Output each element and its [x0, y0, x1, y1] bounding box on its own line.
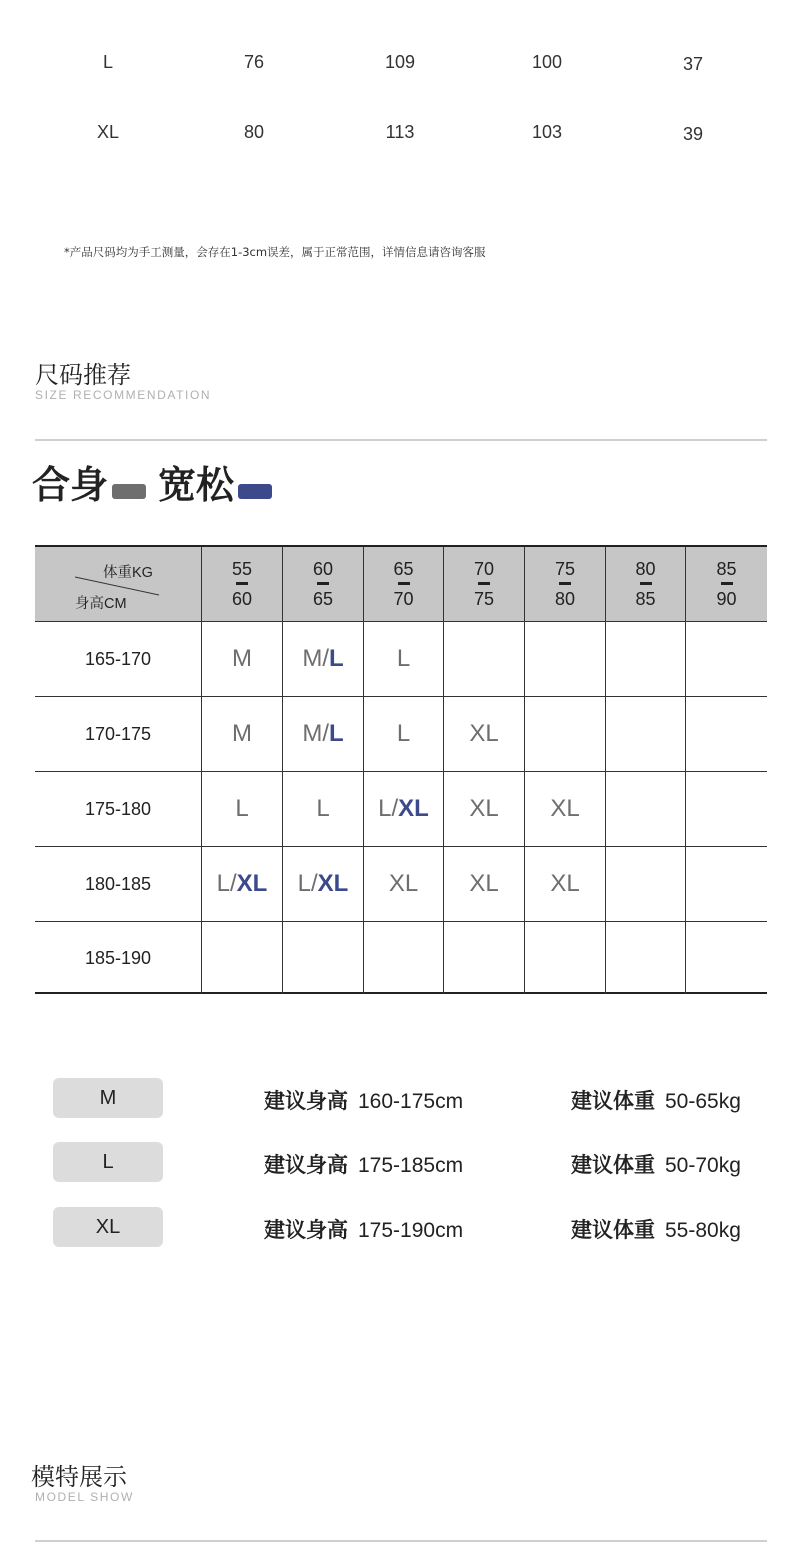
size-cell: [363, 847, 443, 921]
size-loose: L: [329, 645, 344, 672]
header-corner: [35, 547, 201, 622]
size-cell: [443, 847, 524, 921]
size-cell: [443, 772, 524, 846]
weight-to: 90: [716, 589, 737, 609]
measurement-value: 76: [243, 52, 265, 72]
measurement-row-l: [0, 52, 800, 82]
recommendation-row-m: [0, 1078, 800, 1118]
weight-column-header: [443, 547, 524, 621]
header-weight-label: 体重KG: [103, 565, 153, 581]
size-cell: [605, 847, 685, 921]
model-show-title: 模特展示: [31, 1463, 127, 1491]
size-cell: [605, 622, 685, 696]
height-row: [35, 697, 767, 772]
size-cell: [685, 622, 767, 696]
size-regular: L: [316, 795, 330, 822]
size-cell: [524, 847, 605, 921]
size-recommendation-title: 尺码推荐: [35, 361, 131, 389]
size-cell: [443, 922, 524, 994]
size-cell: [685, 772, 767, 846]
weight-from: 60: [312, 559, 334, 579]
weight-column-header: [363, 547, 443, 621]
height-row: [35, 922, 767, 994]
recommended-height: 建议身高 175-190cm: [264, 1218, 464, 1242]
size-regular: L/: [216, 870, 237, 897]
size-cell: [524, 772, 605, 846]
dash-mark: [236, 582, 248, 585]
size-chart-header: [35, 547, 767, 622]
size-cell: [201, 622, 282, 696]
measurement-value: 37: [682, 54, 704, 74]
size-chart-table: [35, 545, 767, 994]
size-regular: M/: [302, 720, 329, 747]
height-row: [35, 847, 767, 922]
size-cell: [201, 697, 282, 771]
size-cell: [685, 922, 767, 994]
dash-mark: [478, 582, 490, 585]
recommendation-row-xl: [0, 1207, 800, 1247]
size-loose: XL: [317, 870, 349, 897]
measurement-note: *产品尺码均为手工测量，会存在1-3cm误差，属于正常范围，详情信息请咨询客服: [64, 245, 486, 259]
height-range: 165-170: [84, 648, 152, 669]
size-cell: [685, 847, 767, 921]
measurement-size: L: [102, 52, 113, 72]
size-cell: [282, 922, 363, 994]
recommended-weight: 建议体重 50-65kg: [571, 1089, 741, 1113]
height-row: [35, 772, 767, 847]
size-regular: XL: [469, 720, 499, 747]
weight-from: 85: [716, 559, 737, 579]
weight-to: 75: [473, 589, 495, 609]
dash-mark: [559, 582, 571, 585]
measurement-row-xl: [0, 122, 800, 152]
model-show-subtitle: MODEL SHOW: [35, 1490, 134, 1504]
size-cell: [363, 622, 443, 696]
measurement-value: 100: [531, 52, 563, 72]
measurement-value: 113: [385, 122, 415, 142]
size-cell: [282, 772, 363, 846]
size-regular: XL: [469, 870, 499, 897]
size-cell: [282, 697, 363, 771]
size-cell: [363, 922, 443, 994]
dash-mark: [398, 582, 410, 585]
size-regular: M/: [302, 645, 329, 672]
size-cell: [363, 697, 443, 771]
size-pill: M: [53, 1078, 163, 1118]
height-range: 185-190: [84, 947, 152, 968]
size-regular: L: [396, 645, 411, 672]
section-divider: [35, 439, 767, 441]
size-pill: XL: [53, 1207, 163, 1247]
header-height-label: 身高CM: [75, 596, 127, 612]
size-cell: [201, 847, 282, 921]
size-cell: [605, 772, 685, 846]
weight-to: 80: [554, 589, 576, 609]
size-cell: [201, 772, 282, 846]
recommended-height: 建议身高 175-185cm: [264, 1153, 464, 1177]
size-regular: M: [232, 645, 252, 672]
weight-column-header: [605, 547, 685, 621]
size-regular: XL: [388, 870, 419, 897]
fit-legend: [32, 462, 284, 508]
size-cell: [201, 922, 282, 994]
size-cell: [524, 922, 605, 994]
weight-from: 70: [473, 559, 495, 579]
dash-mark: [640, 582, 652, 585]
size-cell: [524, 697, 605, 771]
size-cell: [605, 922, 685, 994]
size-cell: [282, 847, 363, 921]
weight-from: 75: [554, 559, 576, 579]
measurement-value: 109: [384, 52, 416, 72]
recommendation-row-l: [0, 1142, 800, 1182]
size-regular: M: [232, 720, 252, 747]
size-cell: [685, 697, 767, 771]
weight-to: 65: [312, 589, 334, 609]
weight-column-header: [282, 547, 363, 621]
size-loose: L: [329, 720, 344, 747]
measurement-size: XL: [96, 122, 120, 142]
size-cell: [524, 622, 605, 696]
weight-to: 70: [393, 589, 414, 609]
size-cell: [443, 697, 524, 771]
size-loose: XL: [398, 795, 429, 822]
fit-regular-swatch: [112, 484, 146, 499]
fit-loose-label: 宽松: [158, 463, 235, 507]
recommended-height: 建议身高 160-175cm: [264, 1089, 464, 1113]
size-cell: [605, 697, 685, 771]
height-range: 180-185: [84, 873, 152, 894]
size-regular: L: [396, 720, 411, 747]
weight-from: 55: [231, 559, 253, 579]
measurement-value: 103: [531, 122, 563, 142]
height-row: [35, 622, 767, 697]
weight-column-header: [524, 547, 605, 621]
dash-mark: [721, 582, 733, 585]
weight-column-header: [685, 547, 767, 621]
height-range: 175-180: [84, 798, 152, 819]
size-cell: [363, 772, 443, 846]
weight-to: 85: [635, 589, 656, 609]
height-range: 170-175: [84, 723, 152, 744]
size-regular: XL: [550, 870, 580, 897]
size-recommendation-subtitle: SIZE RECOMMENDATION: [35, 388, 212, 402]
measurement-value: 80: [243, 122, 265, 142]
weight-from: 80: [635, 559, 656, 579]
weight-column-header: [201, 547, 282, 621]
section-divider: [35, 1540, 767, 1542]
size-cell: [282, 622, 363, 696]
measurement-value: 39: [682, 124, 704, 144]
size-regular: L/: [378, 795, 399, 822]
size-loose: XL: [236, 870, 268, 897]
dash-mark: [317, 582, 329, 585]
size-pill: L: [53, 1142, 163, 1182]
size-regular: L: [235, 795, 249, 822]
weight-to: 60: [231, 589, 253, 609]
weight-from: 65: [393, 559, 414, 579]
size-regular: L/: [297, 870, 318, 897]
fit-loose-swatch: [238, 484, 272, 499]
size-regular: XL: [469, 795, 499, 822]
size-regular: XL: [550, 795, 580, 822]
size-cell: [443, 622, 524, 696]
recommended-weight: 建议体重 55-80kg: [571, 1218, 741, 1242]
fit-regular-label: 合身: [32, 463, 109, 507]
recommended-weight: 建议体重 50-70kg: [571, 1153, 741, 1177]
